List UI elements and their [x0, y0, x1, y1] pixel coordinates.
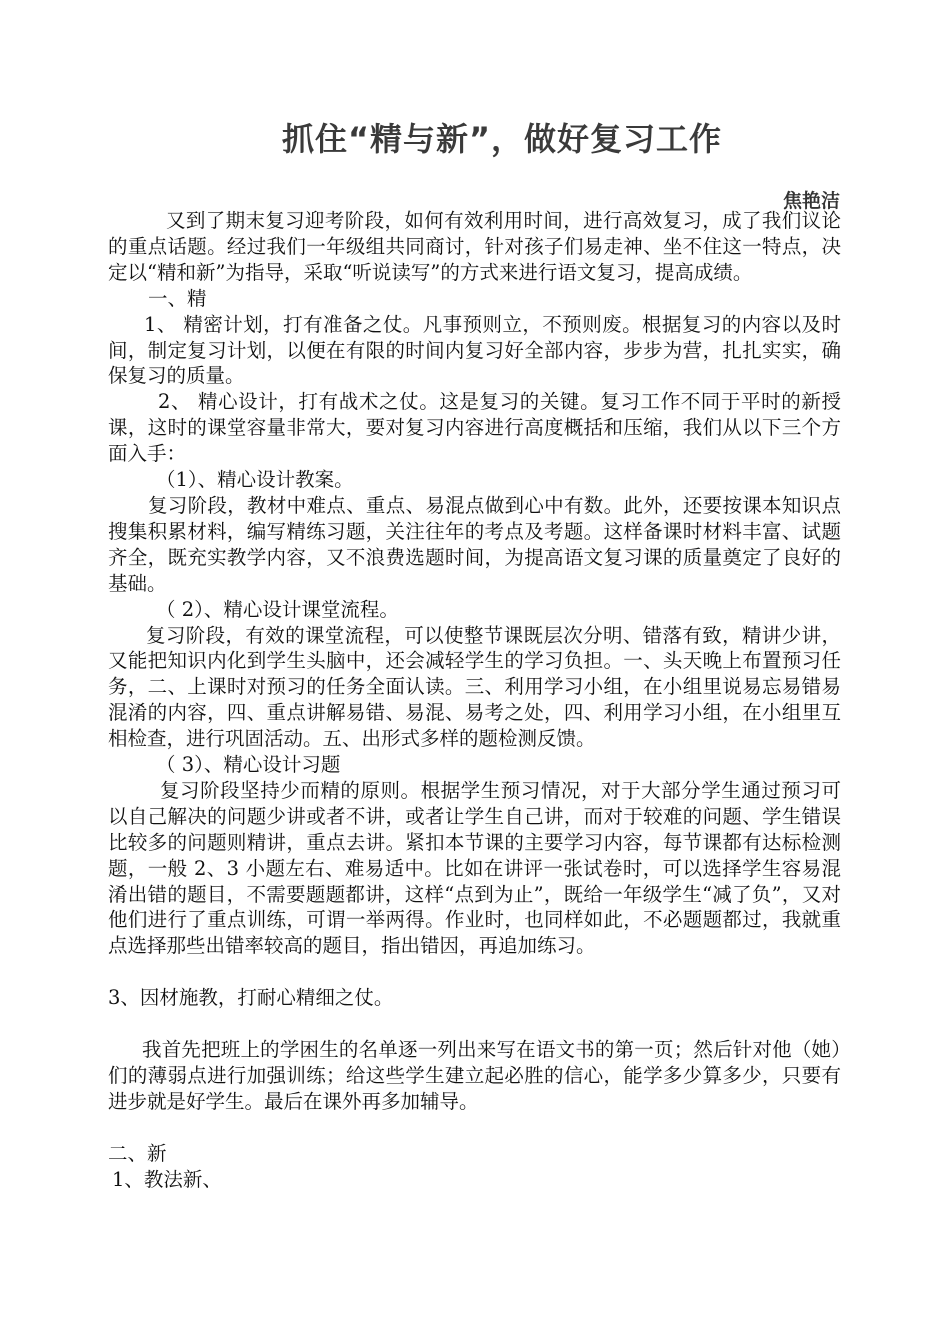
document-body: [108, 208, 841, 1193]
blank-line: [108, 959, 841, 985]
blank-line: [108, 1115, 841, 1141]
subheading-3: （ 3）、精心设计习题: [156, 753, 341, 777]
paragraph-point-1: 1、 精密计划，打有准备之仗。凡事预则立，不预则废。根据复习的内容以及时间，制定复习计划，以便在有限的时间内复习好全部内容，步步为营，扎扎实实，确保复习的质量。: [108, 312, 841, 388]
paragraph-sub-3: 复习阶段坚持少而精的原则。根据学生预习情况，对于大部分学生通过预习可以自己解决的问题少讲或者不讲，或者让学生自己讲，而对于较难的问题、学生错误比较多的问题则精讲，重点去讲。紧扣本节课的主要学习内容，每节课都有达标检测题，一般 2、3 小题左右、难易适中。比如在讲评一张试卷时，可以选择学生容易混淆出错的题目，不需要题题都讲，这样“点到为止”，既给一年级学生“减了负”，又对他们进行了重点训练，可谓一举两得。作业时，也同样如此，不必题题都过，我就重点选择那些出错率较高的题目，指出错因，再追加练习。: [108, 778, 841, 958]
author-name: 焦艳洁: [782, 190, 840, 212]
section-heading-jing: 一、精: [148, 286, 207, 310]
paragraph-intro: 又到了期末复习迎考阶段，如何有效利用时间，进行高效复习，成了我们议论的重点话题。经过我们一年级组共同商讨，针对孩子们易走神、坐不住这一特点，决定以“精和新”为指导，采取“听说读写”的方式来进行语文复习，提高成绩。: [108, 209, 841, 284]
document-title: 抓住“精与新”，做好复习工作: [281, 120, 723, 158]
section-heading-xin: 二、新: [108, 1141, 167, 1165]
paragraph-sub-1: 复习阶段，教材中难点、重点、易混点做到心中有数。此外，还要按课本知识点搜集积累材料，编写精练习题，关注往年的考点及考题。这样备课时材料丰富、试题齐全，既充实教学内容，又不浪费选题时间，为提高语文复习课的质量奠定了良好的基础。: [108, 493, 841, 595]
paragraph-sub-2: 复习阶段，有效的课堂流程，可以使整节课既层次分明、错落有致，精讲少讲，又能把知识内化到学生头脑中，还会减轻学生的学习负担。一、头天晚上布置预习任务，二、上课时对预习的任务全面认读。三、利用学习小组，在小组里说易忘易错易混淆的内容，四、重点讲解易错、易混、易考之处，四、利用学习小组，在小组里互相检查，进行巩固活动。五、出形式多样的题检测反馈。: [108, 623, 841, 751]
subheading-1: （1）、精心设计教案。: [156, 468, 354, 492]
blank-line: [108, 1011, 841, 1037]
paragraph-point-2: 2、 精心设计，打有战术之仗。这是复习的关键。复习工作不同于平时的新授课，这时的课堂容量非常大，要对复习内容进行高度概括和压缩，我们从以下三个方面入手：: [108, 390, 841, 466]
subheading-2: （ 2）、精心设计课堂流程。: [156, 597, 399, 621]
paragraph-new-1: 1、教法新、: [112, 1167, 222, 1191]
paragraph-point-3-body: 我首先把班上的学困生的名单逐一列出来写在语文书的第一页；然后针对他（她）们的薄弱点进行加强训练；给这些学生建立起必胜的信心，能学多少算多少，只要有进步就是好学生。最后在课外再多加辅导。: [108, 1038, 841, 1113]
paragraph-point-3: 3、因材施教，打耐心精细之仗。: [108, 986, 394, 1010]
